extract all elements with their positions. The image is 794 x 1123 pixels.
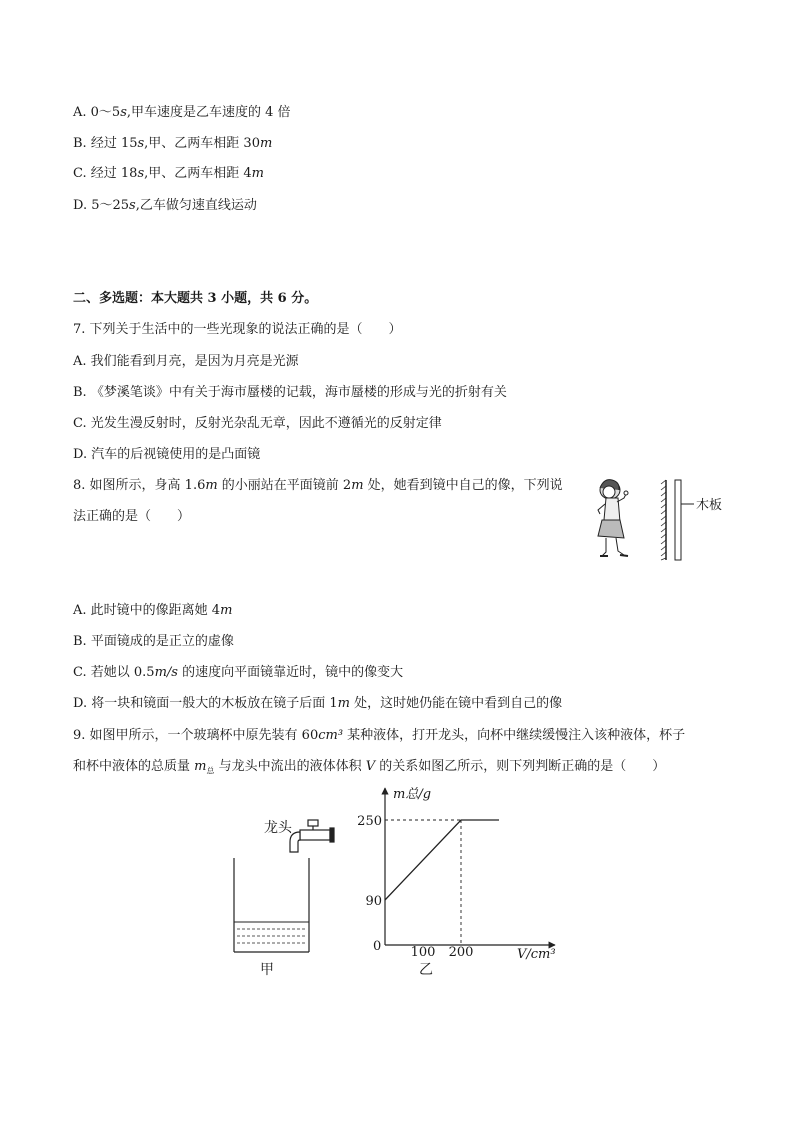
mass-volume-line [385, 820, 499, 900]
board-label: 木板 [696, 498, 723, 513]
y-tick-label: 250 [357, 814, 382, 829]
q6-option-a: A. 0～5s,甲车速度是乙车速度的 4 倍 [73, 105, 291, 120]
girl-figure [598, 480, 628, 556]
q8-option-b: B. 平面镜成的是正立的虚像 [73, 634, 234, 649]
q8-option-a: A. 此时镜中的像距离她 4m [73, 603, 233, 618]
faucet-icon [290, 820, 334, 852]
mirror [661, 480, 666, 560]
tap-label: 龙头 [264, 820, 292, 836]
q8-option-d: D. 将一块和镜面一般大的木板放在镜子后面 1m 处，这时她仍能在镜中看到自己的像 [73, 696, 563, 711]
q7-option-d: D. 汽车的后视镜使用的是凸面镜 [73, 447, 261, 462]
q9-stem-line1: 9. 如图甲所示，一个玻璃杯中原先装有 60cm³ 某种液体，打开龙头，向杯中继续缓慢注入该种液体，杯子 [73, 728, 686, 743]
y-tick-label: 90 [365, 894, 382, 909]
q7-option-c: C. 光发生漫反射时，反射光杂乱无章，因此不遵循光的反射定律 [73, 416, 442, 431]
q8-option-c: C. 若她以 0.5m/s 的速度向平面镜靠近时，镜中的像变大 [73, 665, 404, 680]
q8-stem-line2: 法正确的是（ ） [73, 509, 191, 524]
q7-stem: 7. 下列关于生活中的一些光现象的说法正确的是（ ） [73, 322, 402, 337]
q6-option-b: B. 经过 15s,甲、乙两车相距 30m [73, 136, 273, 151]
wooden-board [675, 480, 681, 560]
figure-jia [220, 810, 350, 985]
x-tick-label: 200 [448, 945, 474, 960]
q6-option-c: C. 经过 18s,甲、乙两车相距 4m [73, 166, 264, 181]
caption-yi: 乙 [419, 962, 433, 978]
figure-yi-chart [355, 782, 570, 982]
q7-option-a: A. 我们能看到月亮，是因为月亮是光源 [73, 354, 299, 369]
y-axis-label: m总/g [393, 787, 432, 802]
origin-label: 0 [373, 939, 382, 954]
q6-option-d: D. 5～25s,乙车做匀速直线运动 [73, 198, 257, 213]
q8-figure [590, 476, 740, 566]
caption-jia: 甲 [260, 962, 274, 978]
beaker [234, 858, 309, 952]
section-heading: 二、多选题：本大题共 3 小题，共 6 分。 [73, 291, 318, 306]
x-axis-label: V/cm³ [517, 947, 556, 962]
x-tick-label: 100 [410, 945, 436, 960]
q7-option-b: B. 《梦溪笔谈》中有关于海市蜃楼的记载，海市蜃楼的形成与光的折射有关 [73, 385, 507, 400]
q8-stem-line1: 8. 如图所示，身高 1.6m 的小丽站在平面镜前 2m 处，她看到镜中自己的像，下列说 [73, 478, 563, 493]
q9-stem-line2: 和杯中液体的总质量 $m_总$ 与龙头中流出的液体体积 V 的关系如图乙所示，则下列判断正确的是（ ） [73, 759, 666, 776]
